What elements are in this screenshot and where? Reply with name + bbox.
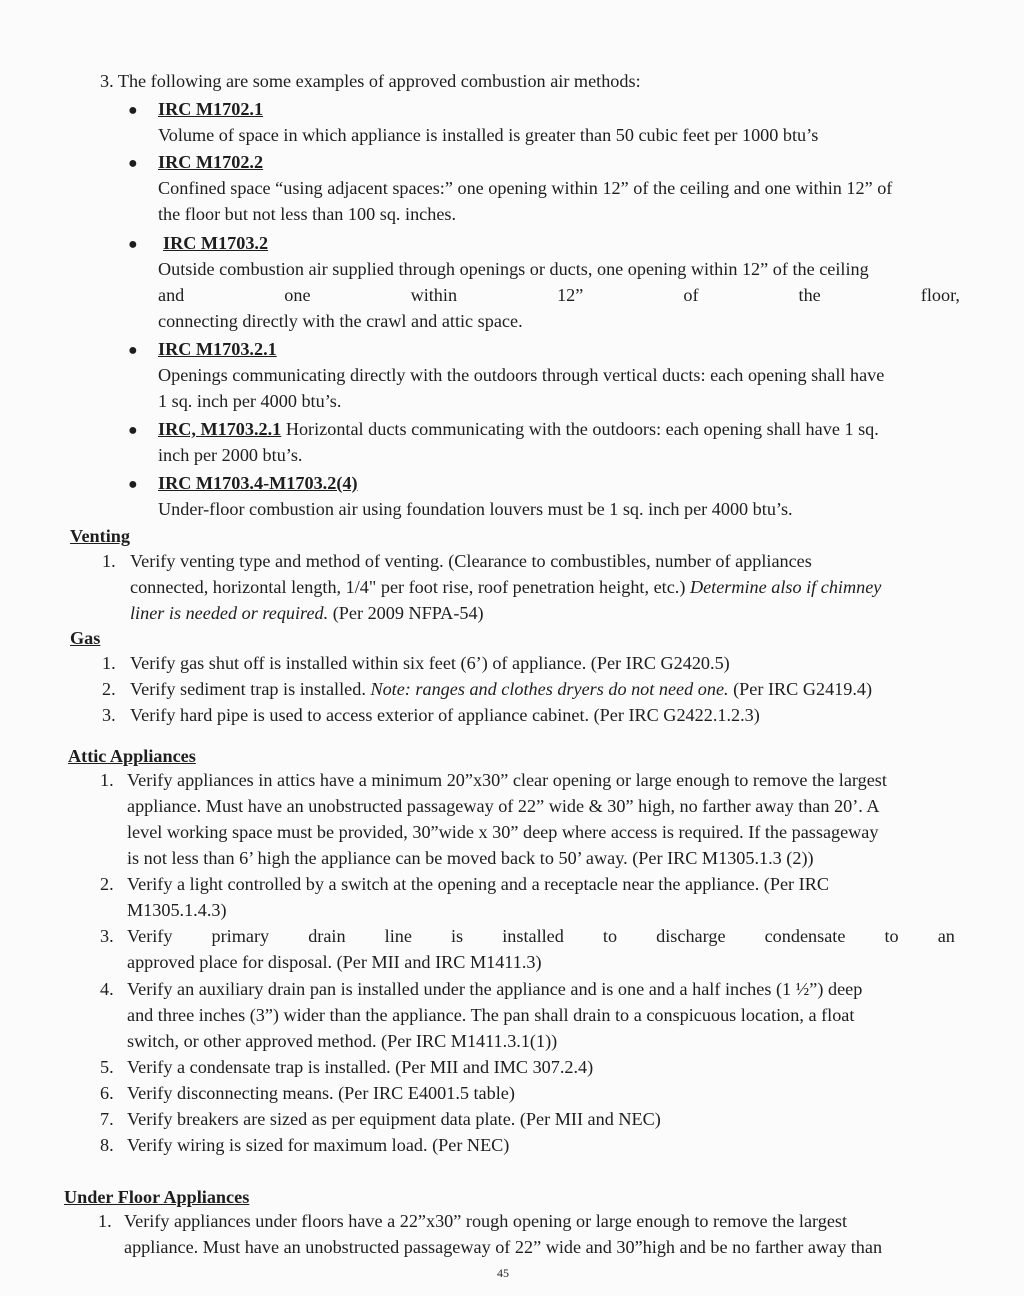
attic-item-4-line3: switch, or other approved method. (Per IRC M1411.3.1(1)) <box>127 1031 558 1051</box>
horizontal-ducts-text: Horizontal ducts communicating with the outdoors: each opening shall have 1 sq. <box>281 419 879 439</box>
attic-item-7: 7. Verify breakers are sized as per equipment data plate. (Per MII and NEC) <box>100 1109 661 1129</box>
venting-heading: Venting <box>70 526 130 546</box>
word: the <box>798 285 821 305</box>
gas-text: Verify sediment trap is installed. <box>130 679 371 699</box>
word: of <box>683 285 699 305</box>
gas-item-1-text: Verify gas shut off is installed within six feet (6’) of appliance. (Per IRC G2420.5) <box>130 653 730 673</box>
attic-item-1-line4: is not less than 6’ high the appliance can be moved back to 50’ away. (Per IRC M1305.1.3 (2)) <box>127 848 814 868</box>
bullet-icon: ● <box>128 155 138 172</box>
m1702-1-text: Volume of space in which appliance is installed is greater than 50 cubic feet per 1000 btu’s <box>158 125 819 145</box>
word: Verify <box>127 926 173 946</box>
venting-item-num: 1. <box>102 551 116 571</box>
attic-item-5-text: Verify a condensate trap is installed. (Per MII and IMC 307.2.4) <box>127 1057 594 1077</box>
gas-heading: Gas <box>70 628 101 648</box>
attic-item-8: 8. Verify wiring is sized for maximum load. (Per NEC) <box>100 1135 510 1155</box>
attic-item-6-text: Verify disconnecting means. (Per IRC E4001.5 table) <box>127 1083 515 1103</box>
underfloor-heading: Under Floor Appliances <box>64 1187 250 1207</box>
word: one <box>284 285 311 305</box>
word: installed <box>502 926 564 946</box>
word: within <box>410 285 458 305</box>
attic-item-5: 5. Verify a condensate trap is installed. (Per MII and IMC 307.2.4) <box>100 1057 594 1077</box>
gas-item-3-text: Verify hard pipe is used to access exterior of appliance cabinet. (Per IRC G2422.1.2.3) <box>130 705 760 725</box>
venting-item-line1: Verify venting type and method of venting. (Clearance to combustibles, number of appliances <box>130 551 812 571</box>
attic-item-2-line1: Verify a light controlled by a switch at the opening and a receptacle near the appliance. (Per IRC <box>127 874 829 894</box>
word: 12” <box>557 285 584 305</box>
combustion-intro: 3. The following are some examples of approved combustion air methods: <box>100 71 641 91</box>
code-m1702-1: IRC M1702.1 <box>158 99 264 119</box>
gas-item-3: 3. Verify hard pipe is used to access exterior of appliance cabinet. (Per IRC G2422.1.2.3) <box>102 705 760 725</box>
m1703-2-text-1: Outside combustion air supplied through openings or ducts, one opening within 12” of the ceiling <box>158 259 869 279</box>
venting-text: connected, horizontal length, 1/4" per foot rise, roof penetration height, etc.) <box>130 577 690 597</box>
attic-item-4-line2: and three inches (3”) wider than the appliance. The pan shall drain to a conspicuous location, a float <box>127 1005 855 1025</box>
bullet-icon: ● <box>128 236 138 253</box>
m1703-2-1-text-2: 1 sq. inch per 4000 btu’s. <box>158 391 342 411</box>
word: an <box>937 926 955 946</box>
attic-item-6: 6. Verify disconnecting means. (Per IRC E4001.5 table) <box>100 1083 515 1103</box>
word: drain <box>308 926 346 946</box>
word: and <box>158 285 185 305</box>
gas-italic: Note: ranges and clothes dryers do not need one. <box>370 679 729 699</box>
attic-item-4-line1: Verify an auxiliary drain pan is installed under the appliance and is one and a half inches (1 ½”) deep <box>127 979 863 999</box>
word: discharge <box>656 926 726 946</box>
word: condensate <box>764 926 846 946</box>
gas-text: (Per IRC G2419.4) <box>728 679 873 699</box>
attic-num-1: 1. <box>100 770 114 790</box>
m1702-2-text-1: Confined space “using adjacent spaces:” one opening within 12” of the ceiling and one within 12” of <box>158 178 893 198</box>
code-m1703-4: IRC M1703.4-M1703.2(4) <box>158 473 358 493</box>
venting-item-line2 <box>130 574 881 600</box>
underfloor-num-1: 1. <box>98 1211 112 1231</box>
m1703-2-text-3: connecting directly with the crawl and attic space. <box>158 311 523 331</box>
page-number: 45 <box>497 1266 509 1280</box>
attic-item-1-line3: level working space must be provided, 30”wide x 30” deep where access is required. If the passageway <box>127 822 879 842</box>
horizontal-ducts-line <box>158 416 879 442</box>
code-m1703-2: IRC M1703.2 <box>163 233 269 253</box>
bullet-icon: ● <box>128 422 138 439</box>
venting-italic: Determine also if chimney <box>689 577 882 597</box>
word: to <box>884 926 899 946</box>
bullet-icon: ● <box>128 102 138 119</box>
venting-item-line3 <box>130 600 484 626</box>
word: floor, <box>920 285 960 305</box>
bullet-icon: ● <box>128 476 138 493</box>
attic-item-3-line1 <box>127 923 955 949</box>
gas-item-2: 2. Verify sediment trap is installed. Note: ranges and clothes dryers do not need one. (Per IRC G2419.4) <box>102 679 873 699</box>
word: is <box>451 926 464 946</box>
bullet-icon: ● <box>128 342 138 359</box>
venting-text: (Per 2009 NFPA-54) <box>328 603 484 623</box>
word: to <box>602 926 618 946</box>
m1702-2-text-2: the floor but not less than 100 sq. inches. <box>158 204 457 224</box>
underfloor-item-1-line1: Verify appliances under floors have a 22”x30” rough opening or large enough to remove the largest <box>124 1211 848 1231</box>
attic-item-3-line2: approved place for disposal. (Per MII and IRC M1411.3) <box>127 952 542 972</box>
underfloor-item-1-line2: appliance. Must have an unobstructed passageway of 22” wide and 30”high and be no farther away than <box>124 1237 883 1257</box>
attic-num-3: 3. <box>100 926 114 946</box>
horizontal-ducts-text-2: inch per 2000 btu’s. <box>158 445 303 465</box>
attic-item-2-line2: M1305.1.4.3) <box>127 900 227 920</box>
code-irc-m1703-2-1: IRC, M1703.2.1 <box>158 419 282 439</box>
m1703-2-text-2 <box>158 282 960 308</box>
code-m1703-2-1: IRC M1703.2.1 <box>158 339 277 359</box>
attic-num-4: 4. <box>100 979 114 999</box>
attic-heading: Attic Appliances <box>68 746 196 766</box>
attic-item-1-line1: Verify appliances in attics have a minimum 20”x30” clear opening or large enough to remove the largest <box>127 770 887 790</box>
attic-item-1-line2: appliance. Must have an unobstructed passageway of 22” wide & 30” high, no farther away than 20’. A <box>127 796 880 816</box>
attic-item-8-text: Verify wiring is sized for maximum load. (Per NEC) <box>127 1135 510 1155</box>
m1703-4-text: Under-floor combustion air using foundation louvers must be 1 sq. inch per 4000 btu’s. <box>158 499 793 519</box>
venting-italic: liner is needed or required. <box>130 603 329 623</box>
word: line <box>384 926 412 946</box>
attic-item-7-text: Verify breakers are sized as per equipment data plate. (Per MII and NEC) <box>127 1109 661 1129</box>
m1703-2-1-text-1: Openings communicating directly with the outdoors through vertical ducts: each opening shall have <box>158 365 885 385</box>
gas-item-1: 1. Verify gas shut off is installed within six feet (6’) of appliance. (Per IRC G2420.5) <box>102 653 730 673</box>
word: primary <box>211 926 270 946</box>
code-m1702-2: IRC M1702.2 <box>158 152 264 172</box>
attic-num-2: 2. <box>100 874 114 894</box>
